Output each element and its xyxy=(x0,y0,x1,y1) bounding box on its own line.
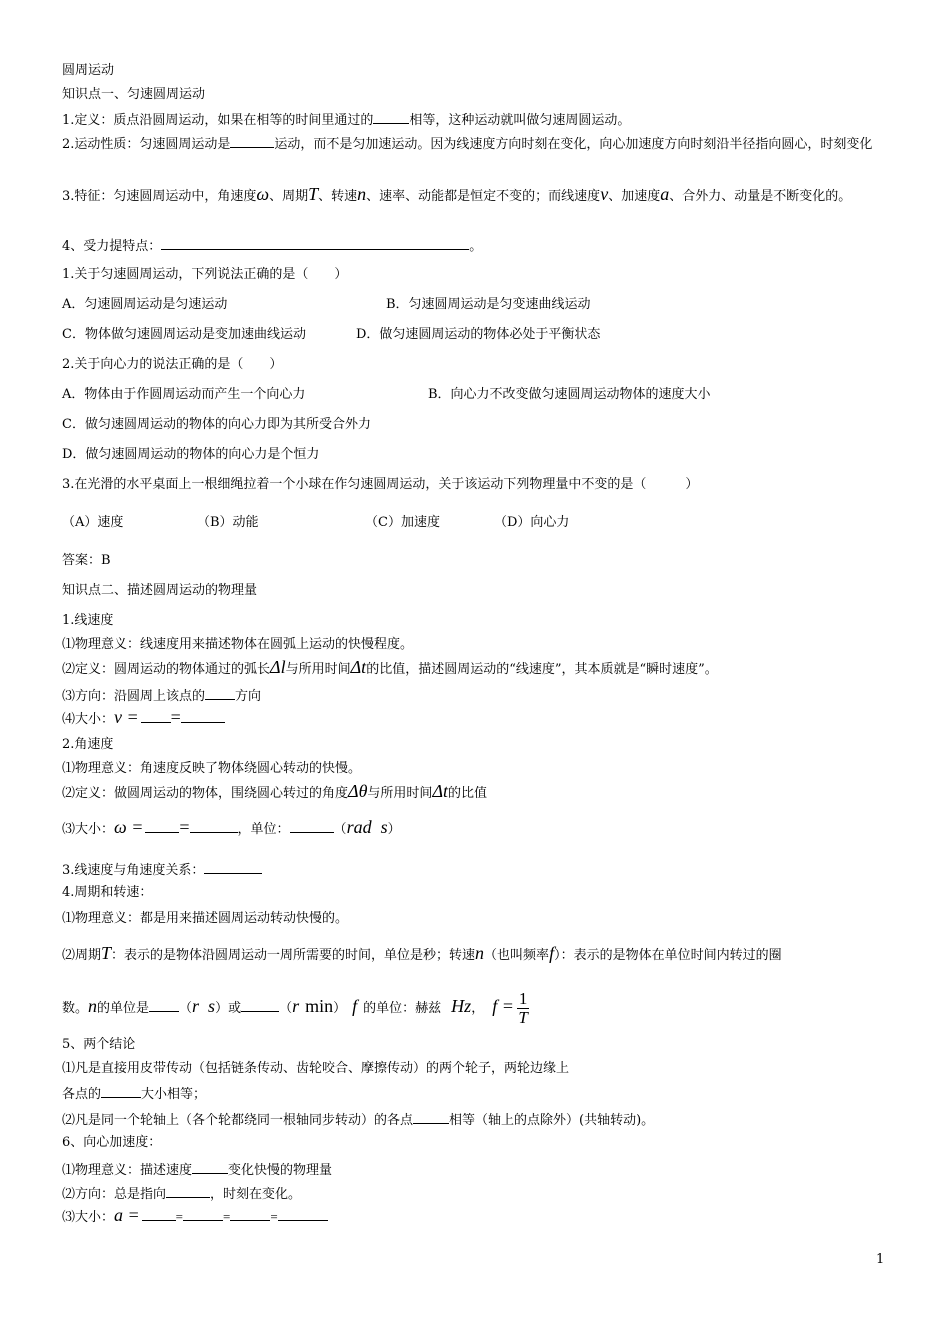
omega-equals: ω = xyxy=(114,817,144,837)
unit-r-s: r s xyxy=(192,996,216,1016)
kp1-feat-text: 、加速度 xyxy=(608,189,661,204)
av-title: 2.角速度 xyxy=(62,737,114,752)
pr-text: ：表示的是物体沿圆周运动一周所需要的时间，单位是秒；转速 xyxy=(111,948,476,963)
fill-blank xyxy=(142,1207,176,1221)
kp5-text: 各点的 xyxy=(62,1087,102,1102)
speed-n-symbol: n xyxy=(357,184,367,204)
answer: 答案：B xyxy=(62,553,111,568)
fill-blank xyxy=(230,134,274,148)
delta-t-symbol: Δt xyxy=(432,781,449,801)
lv-magnitude xyxy=(62,708,225,729)
lv-dir-text: 方向 xyxy=(235,689,262,704)
relation xyxy=(62,860,262,880)
unit-r: r xyxy=(292,996,300,1016)
lv-meaning: ⑴物理意义：线速度用来描述物体在圆弧上运动的快慢程度。 xyxy=(62,637,414,652)
unit-min: min xyxy=(305,996,334,1016)
acceleration-symbol: a xyxy=(660,184,670,204)
q2-stem: 2.关于向心力的说法正确的是（ ） xyxy=(62,357,283,372)
pr-units xyxy=(62,990,529,1027)
av-mag-text: ⑶大小： xyxy=(62,822,115,837)
q2-option-a: A．物体由于作圆周运动而产生一个向心力 xyxy=(62,387,306,402)
fill-blank xyxy=(278,1207,328,1221)
kp6-direction xyxy=(62,1184,301,1204)
pr-text: ）：表示的是物体在单位时间内转过的圈 xyxy=(554,948,782,963)
frequency-symbol: f xyxy=(549,943,555,963)
doc-title: 圆周运动 xyxy=(62,63,115,78)
fill-blank xyxy=(241,998,279,1012)
lv-def-text: ⑵定义：圆周运动的物体通过的弧长 xyxy=(62,662,271,677)
frequency-symbol: f xyxy=(352,996,358,1016)
hz-symbol: Hz xyxy=(451,996,472,1016)
paren-close: ） xyxy=(333,1001,347,1016)
kp5-conclusion-1: ⑴凡是直接用皮带传动（包括链条传动、齿轮咬合、摩擦传动）的两个轮子，两轮边缘上 xyxy=(62,1061,570,1076)
kp5-conclusion-2 xyxy=(62,1110,654,1130)
av-def-text: 与所用时间 xyxy=(367,786,433,801)
fraction-1-over-T xyxy=(517,990,530,1027)
kp5-text: ⑵凡是同一个轮轴上（各个轮都绕同一根轴同步转动）的各点 xyxy=(62,1113,414,1128)
kp1-feat-text: 3.特征：匀速圆周运动中，角速度 xyxy=(62,189,257,204)
av-def-text: ⑵定义：做圆周运动的物体，围绕圆心转过的角度 xyxy=(62,786,349,801)
page-number: 1 xyxy=(876,1252,885,1267)
lv-dir-text: ⑶方向：沿圆周上该点的 xyxy=(62,689,206,704)
q1-option-c: C．物体做匀速圆周运动是变加速曲线运动 xyxy=(62,327,306,342)
fraction-numerator: 1 xyxy=(518,989,528,1008)
kp6-text: ⑵方向：总是指向 xyxy=(62,1187,167,1202)
fill-blank xyxy=(290,819,334,833)
equals-sign: = xyxy=(270,1209,278,1224)
velocity-symbol: v xyxy=(600,184,609,204)
pr-text: ）或 xyxy=(215,1001,242,1016)
pr-period-def xyxy=(62,944,782,965)
omega-symbol: ω xyxy=(256,184,270,204)
period-symbol: T xyxy=(101,943,112,963)
fill-blank xyxy=(192,1160,228,1174)
kp5-heading: 5、两个结论 xyxy=(62,1037,136,1052)
fill-blank xyxy=(190,819,238,833)
kp1-heading: 知识点一、匀速圆周运动 xyxy=(62,87,206,102)
q1-option-a: A．匀速圆周运动是匀速运动 xyxy=(62,297,228,312)
q1-option-b: B．匀速圆周运动是匀变速曲线运动 xyxy=(386,297,591,312)
kp1-feat-text: 、合外力、动量是不断变化的。 xyxy=(669,189,852,204)
comma: ， xyxy=(471,1001,485,1016)
fill-blank xyxy=(145,819,179,833)
relation-text: 3.线速度与角速度关系： xyxy=(62,863,205,878)
a-equals: a = xyxy=(114,1205,140,1225)
q3-option-d: （D）向心力 xyxy=(494,515,570,530)
f-equals: f = xyxy=(492,996,514,1016)
lv-def-text: 的比值，描述圆周运动的“线速度”，其本质就是“瞬时速度”。 xyxy=(366,662,718,677)
kp1-force-end: 。 xyxy=(469,239,483,254)
kp6-text: ⑴物理意义：描述速度 xyxy=(62,1163,193,1178)
fill-blank xyxy=(204,860,262,874)
kp5-conclusion-1-cont xyxy=(62,1084,206,1104)
lv-def-text: 与所用时间 xyxy=(285,662,351,677)
q1-option-d: D．做匀速圆周运动的物体必处于平衡状态 xyxy=(356,327,601,342)
kp1-def-text-a: 1.定义：质点沿圆周运动，如果在相等的时间里通过的 xyxy=(62,113,374,128)
kp1-nature xyxy=(62,133,892,157)
kp1-feat-text: 、速率、动能都是恒定不变的；而线速度 xyxy=(366,189,601,204)
kp2-heading: 知识点二、描述圆周运动的物理量 xyxy=(62,583,258,598)
period-symbol: T xyxy=(308,184,319,204)
kp1-nature-text-a: 2.运动性质：匀速圆周运动是 xyxy=(62,137,231,152)
kp6-text: 变化快慢的物理量 xyxy=(228,1163,333,1178)
fill-blank xyxy=(166,1184,210,1198)
av-magnitude xyxy=(62,818,401,839)
pr-title: 4.周期和转速： xyxy=(62,885,153,900)
lv-direction xyxy=(62,686,261,706)
lv-title: 1.线速度 xyxy=(62,613,114,628)
kp1-def-text-b: 相等，这种运动就叫做匀速周圆运动。 xyxy=(409,113,631,128)
q3-option-a: （A）速度 xyxy=(62,515,124,530)
pr-text: 数。 xyxy=(62,1001,89,1016)
fill-blank xyxy=(141,709,171,723)
av-meaning: ⑴物理意义：角速度反映了物体绕圆心转动的快慢。 xyxy=(62,761,362,776)
kp1-feat-text: 、转速 xyxy=(318,189,358,204)
q2-option-d: D．做匀速圆周运动的物体的向心力是个恒力 xyxy=(62,447,320,462)
fill-blank xyxy=(413,1110,449,1124)
kp6-meaning xyxy=(62,1160,332,1180)
av-definition xyxy=(62,782,487,803)
pr-text: 的单位：赫兹 xyxy=(363,1001,442,1016)
speed-n-symbol: n xyxy=(475,943,485,963)
kp6-magnitude xyxy=(62,1206,328,1227)
equals-sign: = xyxy=(170,707,181,727)
equals-sign: = xyxy=(223,1209,231,1224)
fill-blank xyxy=(101,1084,141,1098)
paren-open: （ xyxy=(333,822,347,837)
kp5-text: 相等（轴上的点除外）(共轴转动)。 xyxy=(449,1113,655,1128)
q2-option-b: B．向心力不改变做匀速圆周运动物体的速度大小 xyxy=(428,387,711,402)
kp5-text: 大小相等； xyxy=(141,1087,207,1102)
fill-blank xyxy=(149,998,179,1012)
kp1-features xyxy=(62,182,892,209)
q3-stem: 3.在光滑的水平桌面上一根细绳拉着一个小球在作匀速圆周运动，关于该运动下列物理量中不变的是（ ） xyxy=(62,477,699,492)
paren-open: （ xyxy=(179,1001,193,1016)
unit-rad-s: rad s xyxy=(346,817,388,837)
kp6-text: ，时刻在变化。 xyxy=(210,1187,302,1202)
av-unit-label: ，单位： xyxy=(237,822,290,837)
q2-option-c: C．做匀速圆周运动的物体的向心力即为其所受合外力 xyxy=(62,417,371,432)
kp1-feat-text: 、周期 xyxy=(269,189,309,204)
fill-blank xyxy=(373,110,409,124)
kp1-definition xyxy=(62,110,630,130)
kp1-force xyxy=(62,236,482,256)
equals-sign: = xyxy=(179,817,190,837)
q3-option-c: （C）加速度 xyxy=(365,515,440,530)
pr-text: ⑵周期 xyxy=(62,948,102,963)
lv-mag-text: ⑷大小： xyxy=(62,712,115,727)
delta-theta-symbol: Δθ xyxy=(348,781,368,801)
fill-blank xyxy=(230,1207,270,1221)
v-equals: v = xyxy=(114,707,139,727)
fraction-denominator: T xyxy=(518,1008,528,1027)
pr-text: （也叫频率 xyxy=(484,948,550,963)
kp1-nature-text-b: 运动，而不是匀加速运动。因为线速度方向时刻在变化，向心加速度方向时刻沿半径指向圆心，时刻变化 xyxy=(274,137,873,152)
lv-definition xyxy=(62,658,718,679)
kp1-force-text: 4、受力提特点： xyxy=(62,239,162,254)
delta-t-symbol: Δt xyxy=(350,657,367,677)
fill-blank xyxy=(181,709,225,723)
speed-n-symbol: n xyxy=(88,996,98,1016)
fill-blank xyxy=(205,686,235,700)
kp6-text: ⑶大小： xyxy=(62,1210,115,1225)
delta-l-symbol: Δl xyxy=(270,657,286,677)
equals-sign: = xyxy=(175,1209,184,1224)
pr-meaning: ⑴物理意义：都是用来描述圆周运动转动快慢的。 xyxy=(62,911,349,926)
fill-blank xyxy=(183,1207,223,1221)
kp6-heading: 6、向心加速度： xyxy=(62,1135,162,1150)
q1-stem: 1.关于匀速圆周运动，下列说法正确的是（ ） xyxy=(62,267,348,282)
paren-open: （ xyxy=(279,1001,293,1016)
av-def-text: 的比值 xyxy=(448,786,488,801)
fill-blank xyxy=(161,236,469,250)
q3-option-b: （B）动能 xyxy=(197,515,259,530)
pr-text: 的单位是 xyxy=(97,1001,150,1016)
paren-close: ） xyxy=(387,822,401,837)
